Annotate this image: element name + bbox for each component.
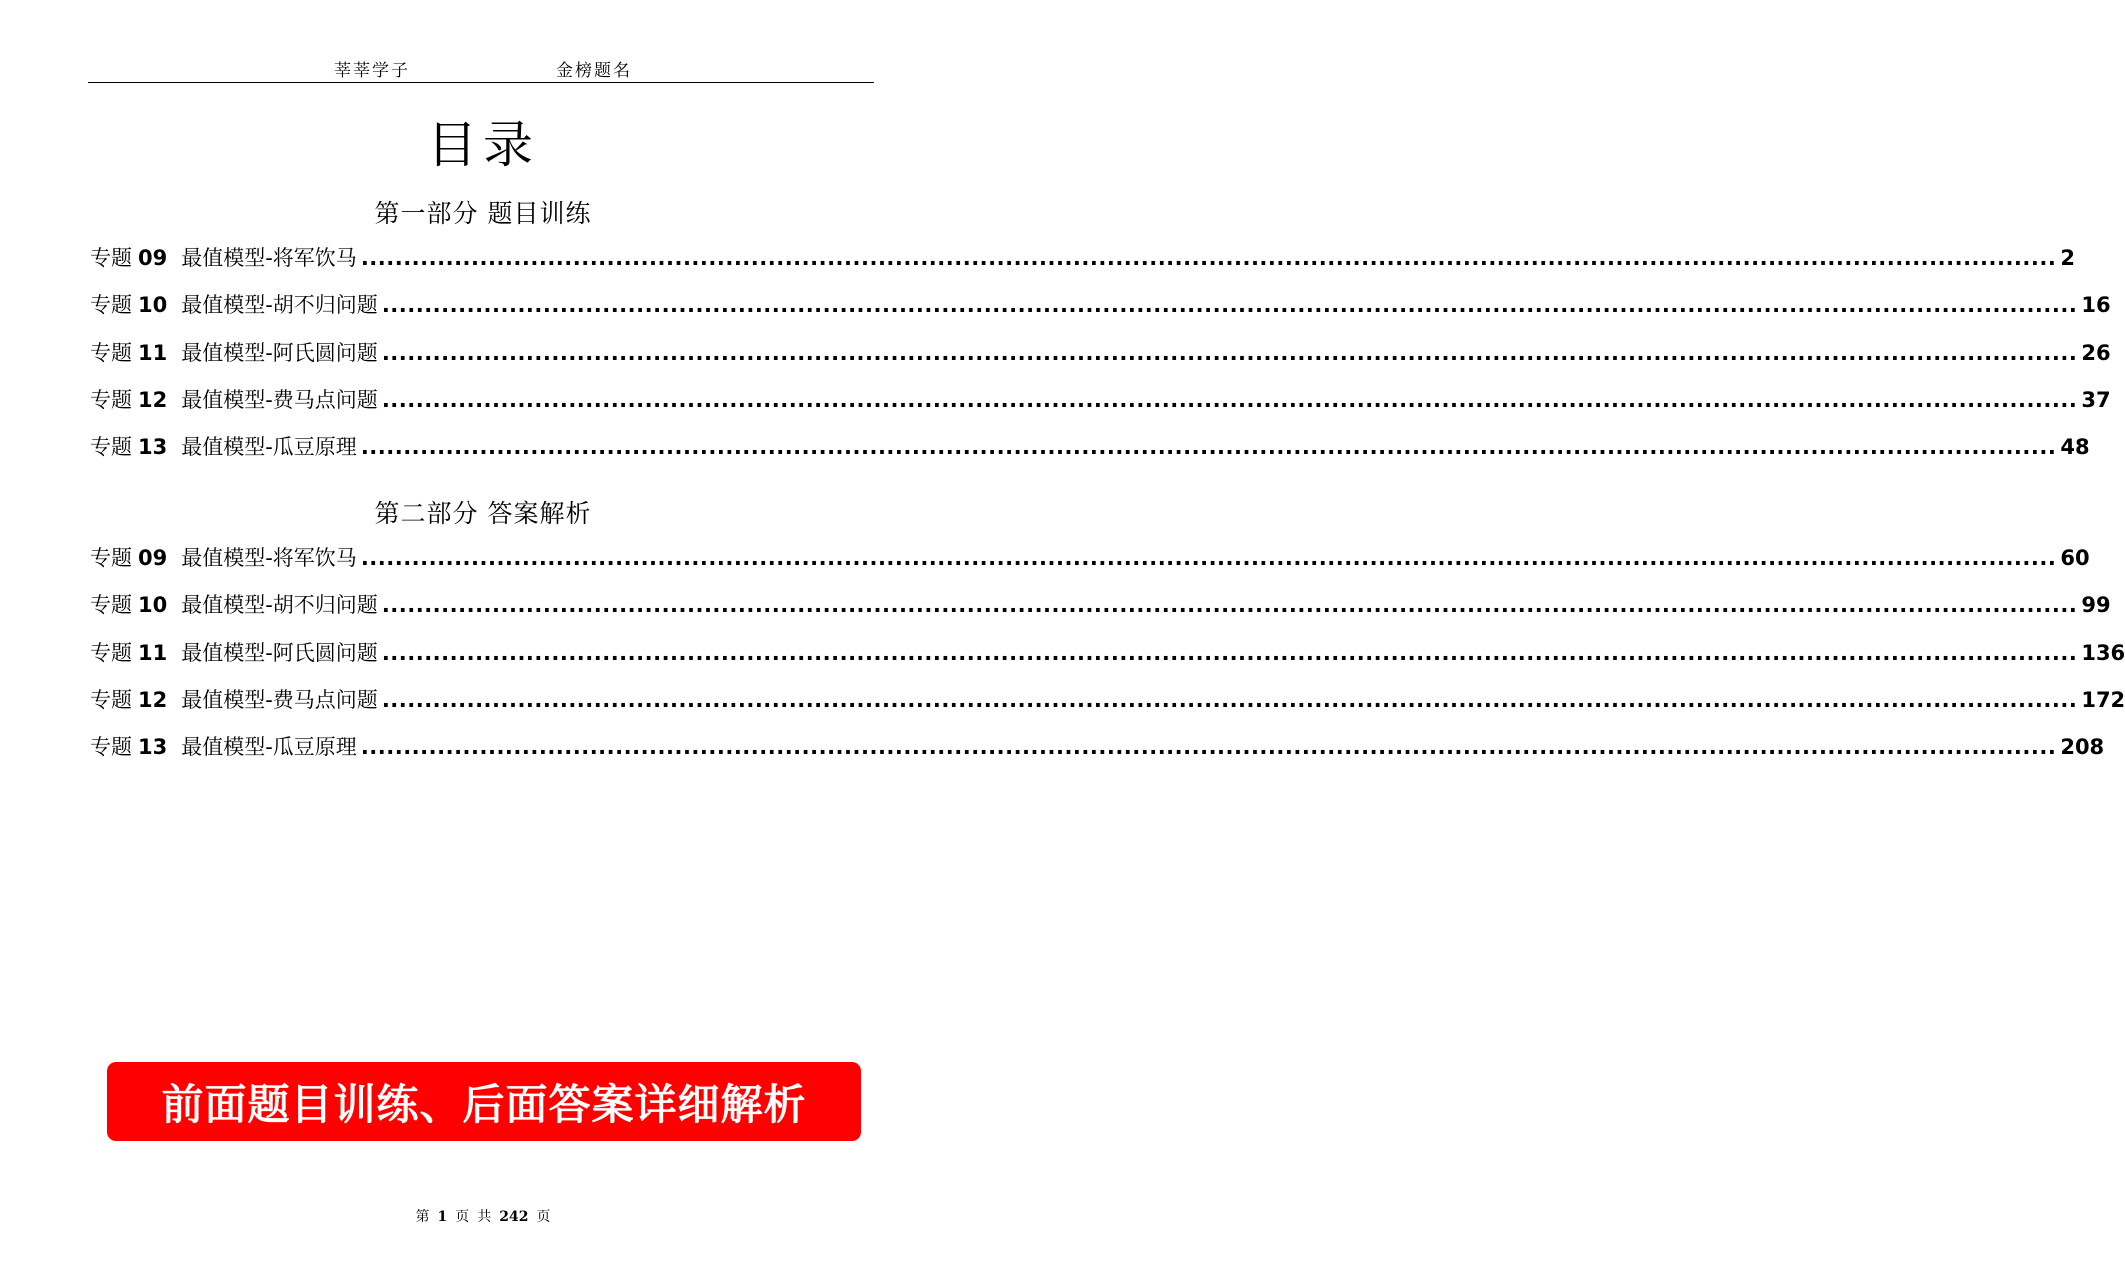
toc-entry-title: 最值模型-将军饮马 xyxy=(181,246,357,270)
page-header xyxy=(88,52,874,83)
toc-entry-number: 12 xyxy=(138,387,168,412)
toc-entry-prefix: 专题 xyxy=(90,735,132,760)
toc-entry[interactable] xyxy=(90,335,2111,382)
toc-entry-page: 2 xyxy=(2060,246,2075,270)
toc-entry-title: 最值模型-瓜豆原理 xyxy=(181,735,357,760)
toc-entry-prefix: 专题 xyxy=(90,387,132,412)
toc-entry-prefix: 专题 xyxy=(90,340,132,365)
toc-entry-title: 最值模型-费马点问题 xyxy=(181,687,378,712)
toc-entry-page: 16 xyxy=(2081,293,2111,318)
toc-entry-page: 136 xyxy=(2081,640,2125,665)
toc-entry[interactable] xyxy=(90,429,2090,476)
banner-text: 前面题目训练、后面答案详细解析 xyxy=(161,1079,807,1129)
toc-entry[interactable] xyxy=(90,729,2105,776)
toc-leader-dots: ........................................................................................................................................................................................................ xyxy=(360,246,2057,270)
toc-entry-number: 13 xyxy=(138,735,168,760)
toc-entry-number: 13 xyxy=(138,435,168,460)
toc-entry-prefix: 专题 xyxy=(90,593,132,618)
page-footer xyxy=(0,1206,966,1226)
toc-entry-prefix: 专题 xyxy=(90,640,132,665)
toc-entry-title: 最值模型-胡不归问题 xyxy=(181,593,378,618)
toc-list-questions xyxy=(90,240,2111,476)
footer-page-word: 第 xyxy=(415,1209,430,1225)
toc-leader-dots: ........................................................................................................................................................................................................ xyxy=(381,293,2078,318)
footer-current-page: 1 xyxy=(437,1209,448,1225)
toc-entry-number: 09 xyxy=(138,546,168,570)
toc-entry-title: 最值模型-阿氏圆问题 xyxy=(181,340,378,365)
toc-entry[interactable] xyxy=(90,635,2125,682)
toc-entry-number: 09 xyxy=(138,246,168,270)
toc-leader-dots: ........................................................................................................................................................................................................ xyxy=(381,593,2078,618)
toc-entry-prefix: 专题 xyxy=(90,435,132,460)
toc-entry-page: 99 xyxy=(2081,593,2111,618)
toc-entry-title: 最值模型-瓜豆原理 xyxy=(181,435,357,460)
toc-leader-dots: ........................................................................................................................................................................................................ xyxy=(381,640,2078,665)
footer-page-word: 页 xyxy=(536,1209,551,1225)
section-heading-answers: 第二部分 答案解析 xyxy=(374,499,592,528)
toc-entry-page: 208 xyxy=(2060,735,2105,760)
toc-entry[interactable] xyxy=(90,240,2075,287)
toc-entry-prefix: 专题 xyxy=(90,546,132,570)
toc-entry-prefix: 专题 xyxy=(90,293,132,318)
toc-leader-dots: ........................................................................................................................................................................................................ xyxy=(381,687,2078,712)
toc-leader-dots: ........................................................................................................................................................................................................ xyxy=(360,735,2057,760)
toc-entry-title: 最值模型-阿氏圆问题 xyxy=(181,640,378,665)
toc-entry-prefix: 专题 xyxy=(90,687,132,712)
toc-leader-dots: ........................................................................................................................................................................................................ xyxy=(360,546,2057,570)
toc-entry-number: 10 xyxy=(138,293,168,318)
toc-entry-number: 11 xyxy=(138,640,168,665)
toc-entry[interactable] xyxy=(90,587,2111,634)
header-right-text: 金榜题名 xyxy=(556,61,632,81)
toc-list-answers xyxy=(90,540,2125,776)
toc-entry[interactable] xyxy=(90,540,2090,587)
footer-page-word: 页 xyxy=(455,1209,470,1225)
toc-entry-number: 10 xyxy=(138,593,168,618)
toc-entry-title: 最值模型-费马点问题 xyxy=(181,387,378,412)
toc-entry-prefix: 专题 xyxy=(90,246,132,270)
toc-entry[interactable] xyxy=(90,382,2111,429)
toc-entry[interactable] xyxy=(90,682,2125,729)
toc-entry-page: 37 xyxy=(2081,387,2111,412)
toc-entry-page: 172 xyxy=(2081,687,2125,712)
toc-entry-page: 48 xyxy=(2060,435,2090,460)
toc-entry-page: 26 xyxy=(2081,340,2111,365)
section-heading-questions: 第一部分 题目训练 xyxy=(374,199,592,228)
toc-entry-number: 12 xyxy=(138,687,168,712)
promo-banner xyxy=(107,1062,861,1141)
toc-leader-dots: ........................................................................................................................................................................................................ xyxy=(360,435,2057,460)
footer-total-pages: 242 xyxy=(499,1209,529,1225)
toc-leader-dots: ........................................................................................................................................................................................................ xyxy=(381,387,2078,412)
toc-entry-number: 11 xyxy=(138,340,168,365)
page-title: 目录 xyxy=(427,116,539,174)
footer-total-word: 共 xyxy=(477,1209,492,1225)
toc-entry-title: 最值模型-将军饮马 xyxy=(181,546,357,570)
toc-entry-title: 最值模型-胡不归问题 xyxy=(181,293,378,318)
toc-leader-dots: ........................................................................................................................................................................................................ xyxy=(381,340,2078,365)
toc-entry[interactable] xyxy=(90,287,2111,334)
header-left-text: 莘莘学子 xyxy=(334,61,410,81)
toc-entry-page: 60 xyxy=(2060,546,2090,570)
